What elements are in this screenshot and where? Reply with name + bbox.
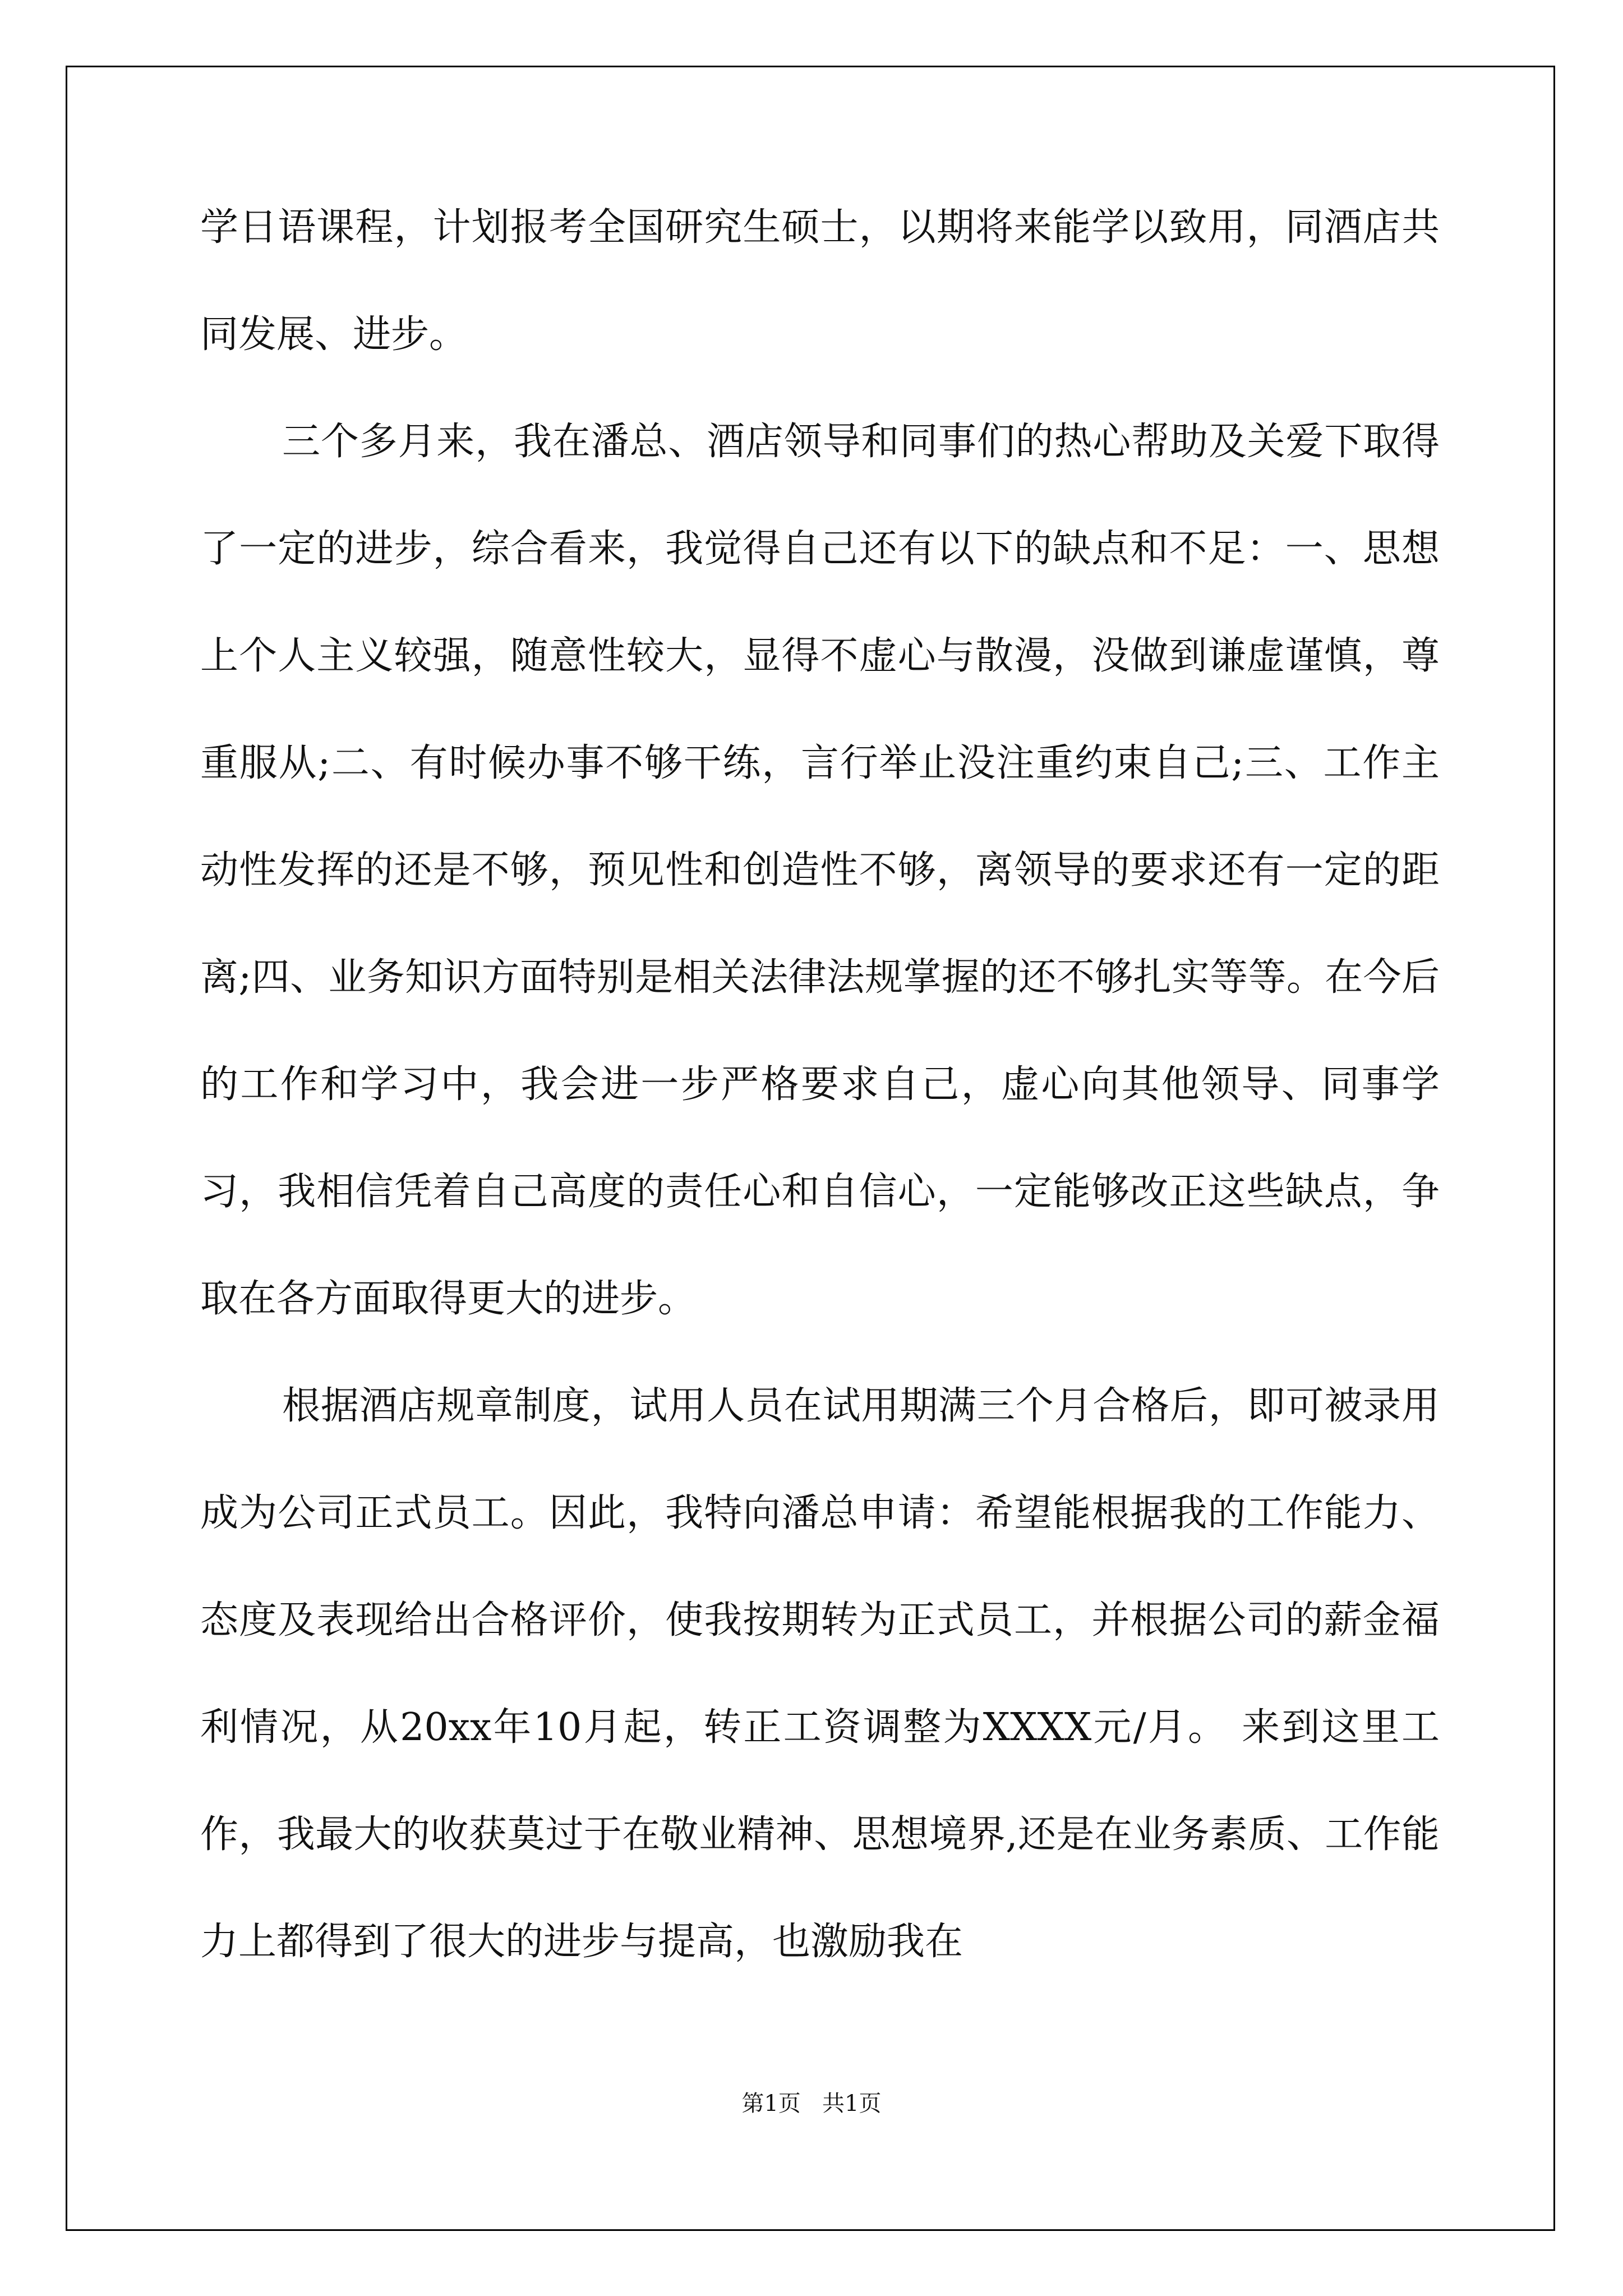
page-number-footer: 第1页 共1页 <box>741 2091 882 2116</box>
paragraph-1: 学日语课程，计划报考全国研究生硕士，以期将来能学以致用，同酒店共同发展、进步。 <box>200 205 1440 357</box>
paragraph-2: 三个多月来，我在潘总、酒店领导和同事们的热心帮助及关爱下取得了一定的进步，综合看来，我觉得自己还有以下的缺点和不足：一、思想上个人主义较强，随意性较大，显得不虚心与散漫，没做到谦虚谨慎，尊重服从;二、有时候办事不够干练，言行举止没注重约束自己;三、工作主动性发挥的还是不够，预见性和创造性不够，离领导的要求还有一定的距离;四、业务知识方面特别是相关法律法规掌握的还不够扎实等等。在今后的工作和学习中，我会进一步严格要求自己，虚心向其他领导、同事学习，我相信凭着自己高度的责任心和自信心，一定能够改正这些缺点，争取在各方面取得更大的进步。 <box>200 420 1440 1321</box>
document-body <box>200 174 1440 1995</box>
paragraph-3: 根据酒店规章制度，试用人员在试用期满三个月合格后，即可被录用成为公司正式员工。因此，我特向潘总申请：希望能根据我的工作能力、态度及表现给出合格评价，使我按期转为正式员工，并根据公司的薪金福利情况，从20xx年10月起，转正工资调整为XXXX元/月。 来到这里工作，我最大的收获莫过于在敬业精神、思想境界,还是在业务素质、工作能力上都得到了很大的进步与提高，也激励我在 <box>200 1384 1440 1964</box>
